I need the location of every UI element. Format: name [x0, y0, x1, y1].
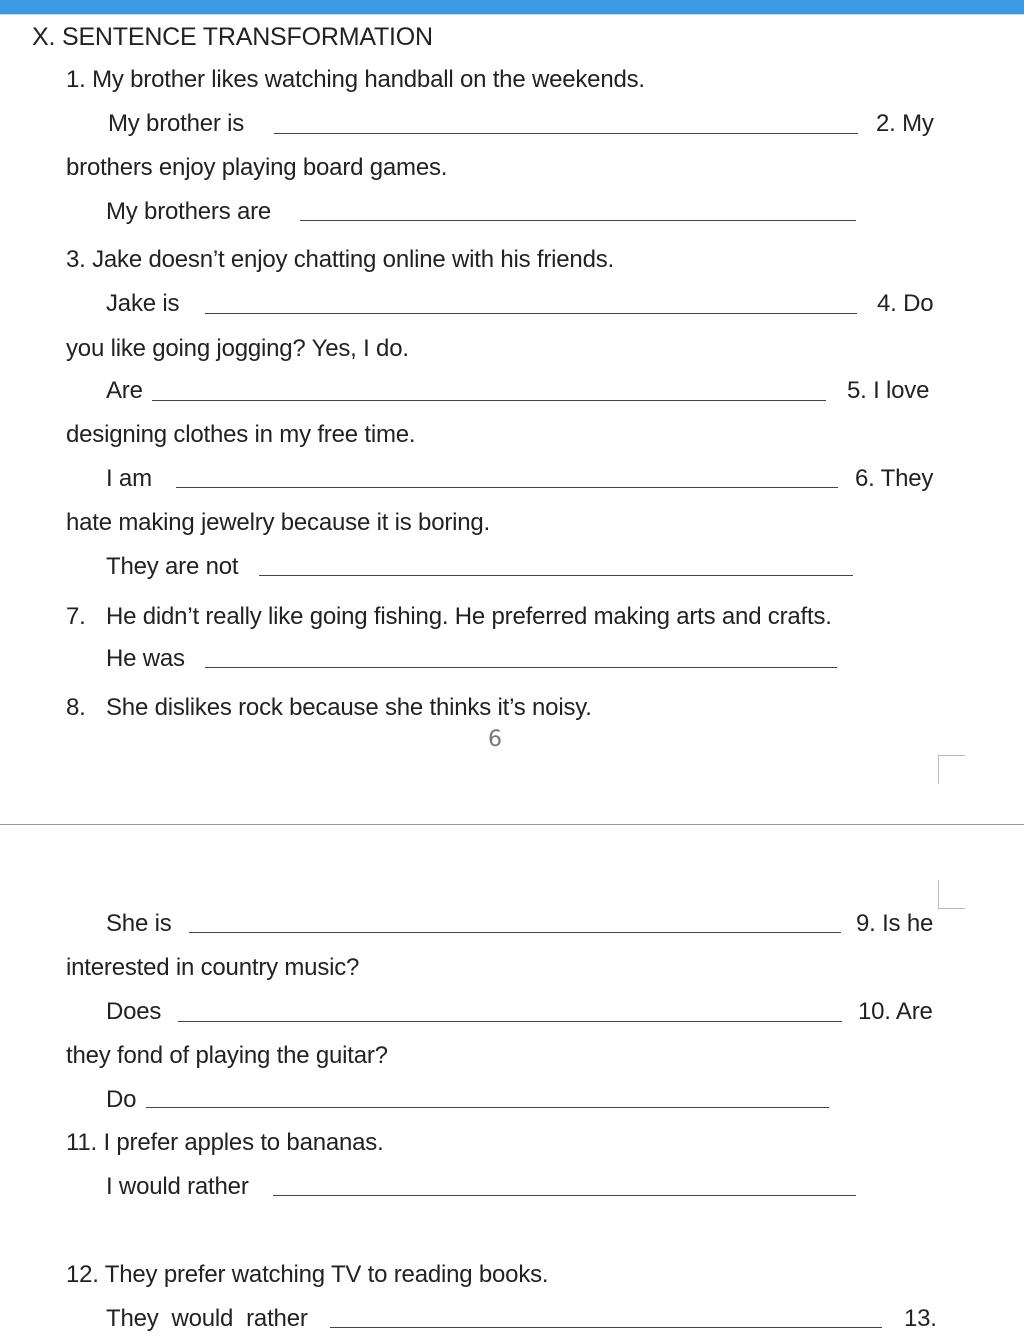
question-2-answer-blank[interactable] — [300, 220, 856, 221]
question-6-answer-blank[interactable] — [259, 575, 853, 576]
top-banner — [0, 0, 1024, 15]
question-5-number: 5. I love — [847, 377, 930, 404]
question-12-prompt: 12. They prefer watching TV to reading books. — [66, 1261, 549, 1288]
question-8-stem: She is — [106, 910, 172, 937]
question-3-answer-blank[interactable] — [205, 313, 857, 314]
question-11-prompt: 11. I prefer apples to bananas. — [66, 1129, 384, 1156]
question-13-number: 13. — [904, 1305, 937, 1332]
crop-mark-bottom — [938, 880, 965, 909]
question-10-stem: Do — [106, 1086, 137, 1113]
question-8-prompt: She dislikes rock because she thinks it’s noisy. — [106, 694, 592, 721]
question-12-answer-blank[interactable] — [330, 1327, 882, 1328]
page-number: 6 — [488, 727, 502, 752]
question-2-prompt: brothers enjoy playing board games. — [66, 154, 448, 181]
question-3-prompt: 3. Jake doesn’t enjoy chatting online with his friends. — [66, 246, 614, 273]
question-12-stem: They would rather — [106, 1305, 308, 1332]
question-9-number: 9. Is he — [856, 910, 934, 937]
crop-mark-top — [938, 755, 965, 784]
question-7-stem: He was — [106, 645, 185, 672]
question-9-answer-blank[interactable] — [178, 1021, 842, 1022]
question-8-answer-blank[interactable] — [189, 932, 841, 933]
question-6-stem: They are not — [106, 553, 239, 580]
question-7-answer-blank[interactable] — [205, 667, 837, 668]
question-10-prompt: they fond of playing the guitar? — [66, 1042, 388, 1069]
question-5-answer-blank[interactable] — [176, 487, 838, 488]
question-8-number: 8. — [66, 694, 86, 721]
question-9-prompt: interested in country music? — [66, 954, 360, 981]
question-7-prompt: He didn’t really like going fishing. He preferred making arts and crafts. — [106, 603, 832, 630]
question-9-stem: Does — [106, 998, 162, 1025]
question-4-stem: Are — [106, 377, 143, 404]
question-3-stem: Jake is — [106, 290, 180, 317]
question-2-number: 2. My — [876, 110, 934, 137]
question-7-number: 7. — [66, 603, 86, 630]
question-1-answer-blank[interactable] — [274, 133, 858, 134]
section-title: X. SENTENCE TRANSFORMATION — [32, 23, 433, 51]
question-6-number: 6. They — [855, 465, 934, 492]
question-11-stem: I would rather — [106, 1173, 249, 1200]
question-2-stem: My brothers are — [106, 198, 272, 225]
question-5-prompt: designing clothes in my free time. — [66, 421, 416, 448]
question-11-answer-blank[interactable] — [273, 1195, 856, 1196]
page-break-divider — [0, 824, 1024, 825]
question-10-answer-blank[interactable] — [146, 1107, 829, 1108]
question-4-prompt: you like going jogging? Yes, I do. — [66, 335, 409, 362]
question-5-stem: I am — [106, 465, 152, 492]
question-10-number: 10. Are — [858, 998, 933, 1025]
question-4-answer-blank[interactable] — [152, 400, 826, 401]
question-1-prompt: 1. My brother likes watching handball on the weekends. — [66, 66, 645, 93]
question-6-prompt: hate making jewelry because it is boring. — [66, 509, 491, 536]
question-1-stem: My brother is — [108, 110, 245, 137]
question-4-number: 4. Do — [877, 290, 934, 317]
